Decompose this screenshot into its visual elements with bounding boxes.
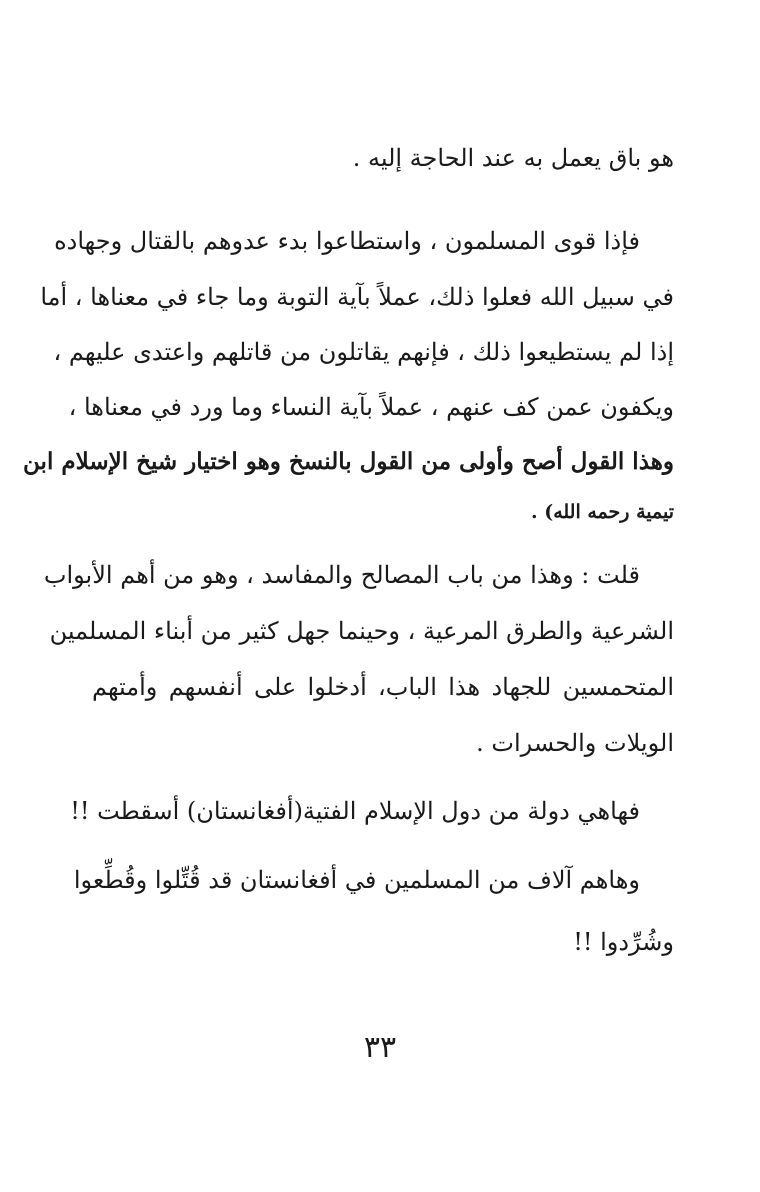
text-line: فهاهي دولة من دول الإسلام الفتية(أفغانستان) أسقطت !! — [70, 797, 640, 825]
text-line: وهاهم آلاف من المسلمين في أفغانستان قد قُتِّلوا وقُطِّعوا — [73, 866, 640, 894]
text-line: إذا لم يستطيعوا ذلك ، فإنهم يقاتلون من قاتلهم واعتدى عليهم ، — [53, 338, 674, 366]
text-line: قلت : وهذا من باب المصالح والمفاسد ، وهو من أهم الأبواب — [43, 561, 640, 589]
text-line: الشرعية والطرق المرعية ، وحينما جهل كثير من أبناء المسلمين — [49, 617, 674, 645]
text-line: في سبيل الله فعلوا ذلك، عملاً بآية التوبة وما جاء في معناها ، أما — [40, 283, 674, 311]
text-line: ويكفون عمن كف عنهم ، عملاً بآية النساء وما ورد في معناها ، — [68, 393, 674, 421]
text-line: الويلات والحسرات . — [476, 729, 674, 757]
text-line: المتحمسين للجهاد هذا الباب، أدخلوا على أنفسهم وأمتهم — [92, 673, 674, 701]
text-line: وشُرِّدوا !! — [573, 928, 674, 956]
page-number: ٣٣ — [363, 1030, 397, 1065]
text-line: وهذا القول أصح وأولى من القول بالنسخ وهو اختيار شيخ الإسلام ابن — [23, 448, 674, 475]
text-line: تيمية رحمه الله) . — [530, 501, 674, 523]
text-line: فإذا قوى المسلمون ، واستطاعوا بدء عدوهم بالقتال وجهاده — [54, 227, 640, 255]
text-line: هو باق يعمل به عند الحاجة إليه . — [352, 144, 674, 172]
